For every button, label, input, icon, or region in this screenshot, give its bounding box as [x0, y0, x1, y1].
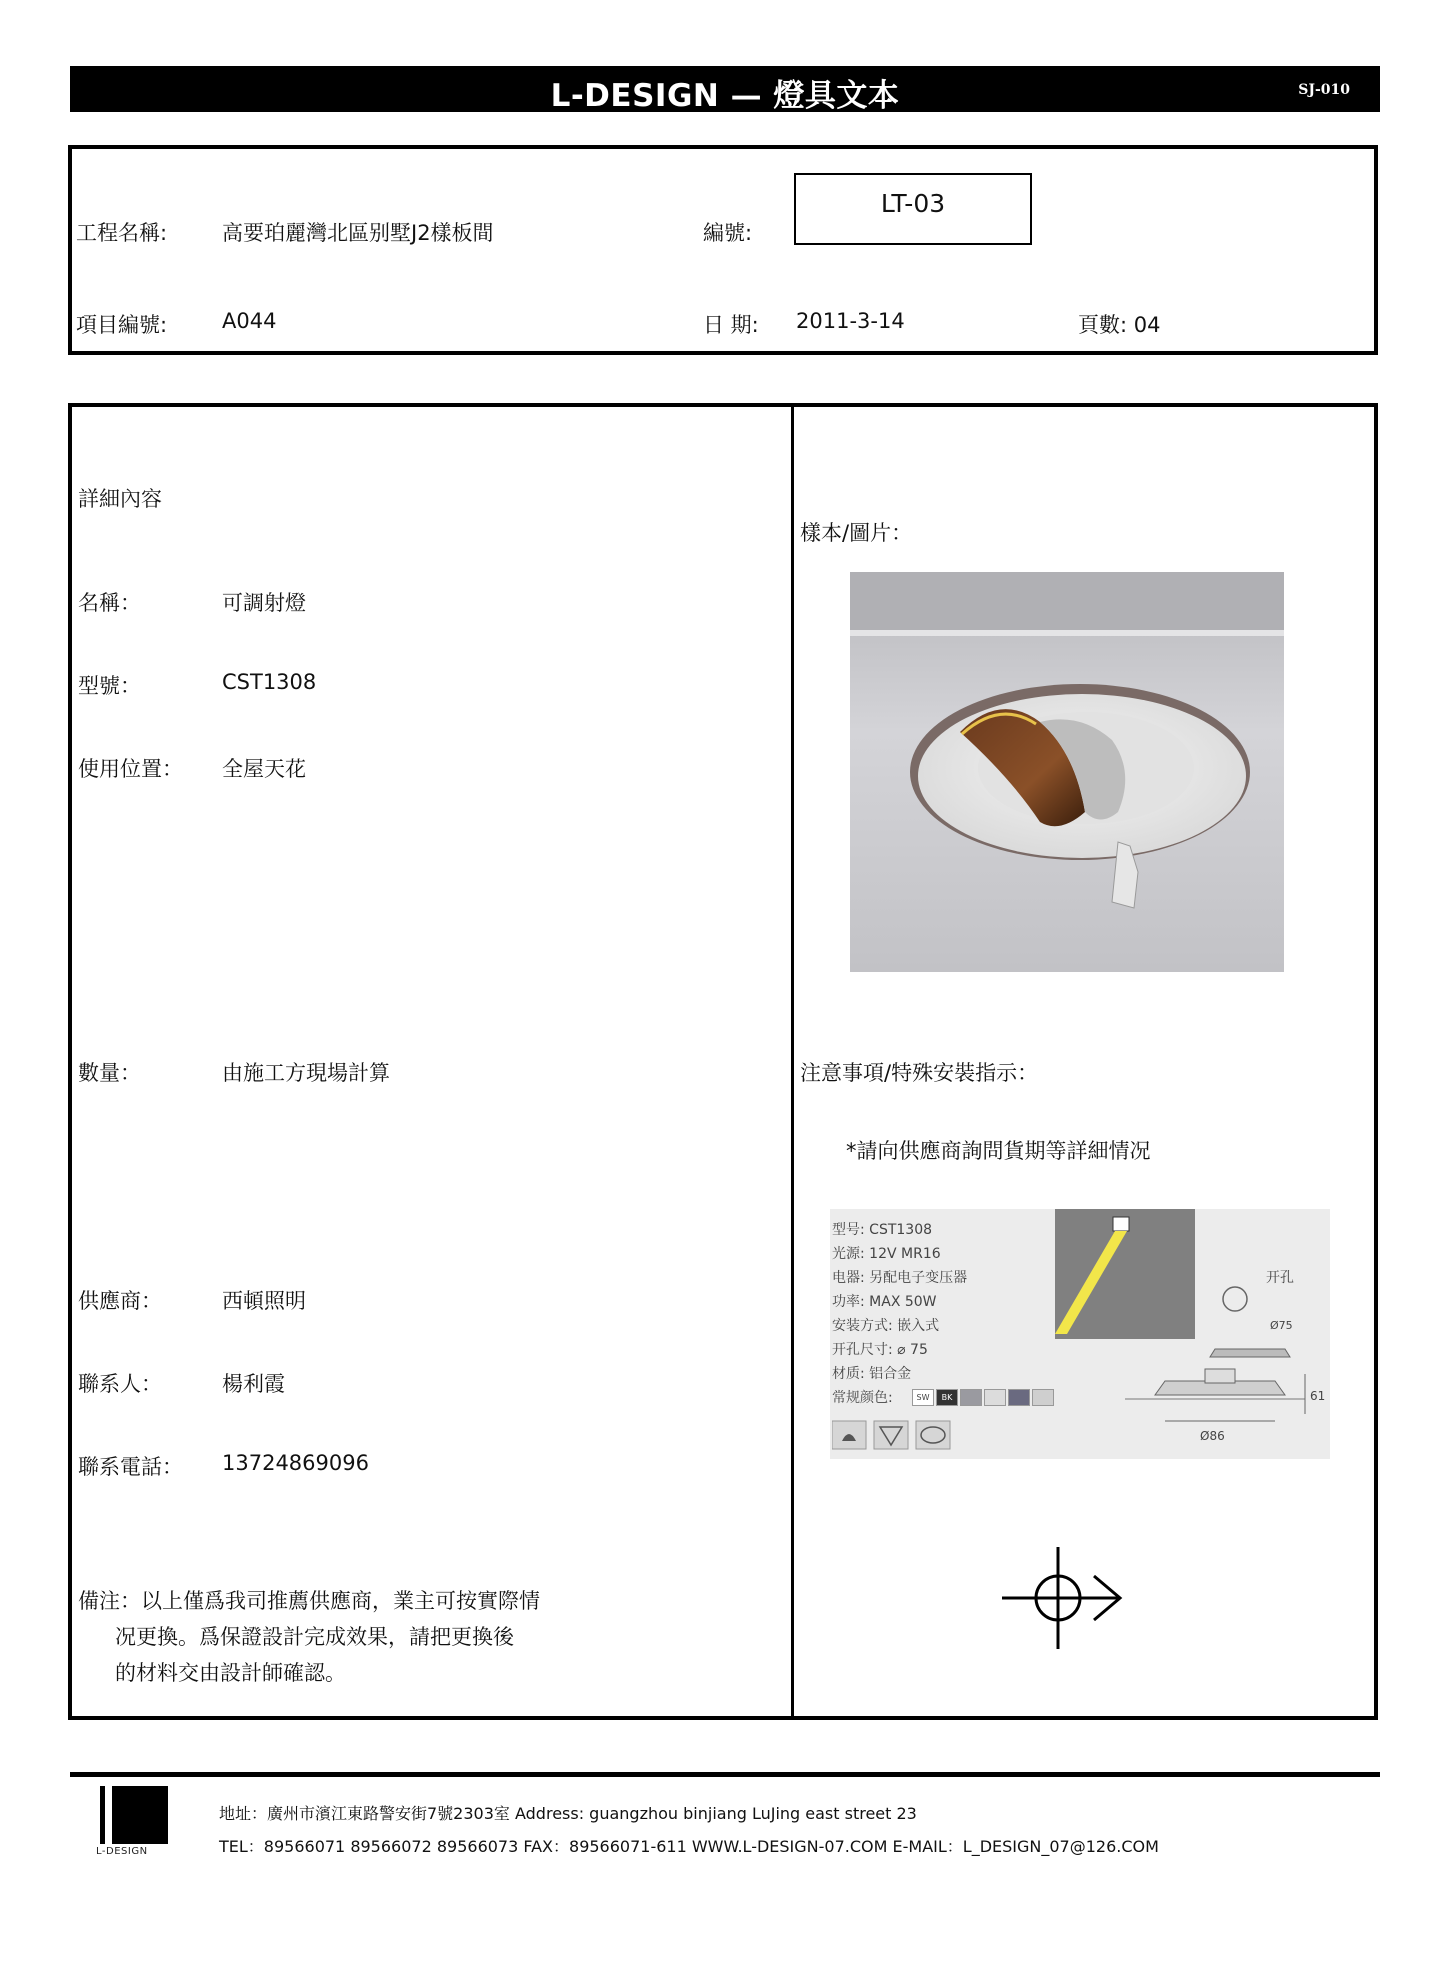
supplier-value: 西頓照明 — [222, 1289, 306, 1313]
hole-dimension: Ø75 — [1270, 1319, 1293, 1332]
luminaire-symbol-icon — [1002, 1545, 1126, 1651]
spec-line: 功率: MAX 50W — [832, 1294, 937, 1310]
spec-line: 材质: 铝合金 — [832, 1366, 912, 1382]
downlight-photo-illustration — [850, 572, 1284, 972]
product-photo — [850, 572, 1284, 972]
title-bar — [70, 66, 1380, 112]
color-chip-white: SW — [912, 1389, 934, 1406]
color-chip-black: BK — [936, 1389, 958, 1406]
color-chip-light — [1032, 1389, 1054, 1406]
location-value: 全屋天花 — [222, 757, 306, 781]
footer-address: 地址：廣州市濱江東路警安街7號2303室 Address: guangzhou binjiang LuJing east street 23 — [219, 1804, 917, 1823]
spec-line: 安装方式: 嵌入式 — [832, 1318, 940, 1334]
l-design-logo-icon — [100, 1786, 168, 1844]
spec-line: 开孔尺寸: ⌀ 75 — [832, 1342, 928, 1358]
model-label: 型號： — [78, 674, 141, 698]
footer-contact: TEL：89566071 89566072 89566073 FAX：89566071-611 WWW.L-DESIGN-07.COM E-MAIL：L_DESIGN_07@126.COM — [219, 1837, 1159, 1856]
color-chip-blue-grey — [1008, 1389, 1030, 1406]
quantity-value: 由施工方現場計算 — [222, 1061, 390, 1085]
contact-label: 聯系人： — [78, 1372, 162, 1396]
project-name-label: 工程名稱: — [76, 221, 168, 245]
project-info-box — [68, 145, 1378, 355]
page-count: 頁數: 04 — [1078, 313, 1161, 337]
remarks-line-3: 的材料交由設計師確認。 — [115, 1661, 346, 1685]
logo-caption: L-DESIGN — [96, 1846, 148, 1857]
item-number-value: A044 — [222, 309, 277, 333]
number-label: 編號: — [703, 221, 753, 245]
model-value: CST1308 — [222, 670, 317, 694]
spec-sheet — [830, 1209, 1330, 1459]
footer-divider — [70, 1772, 1380, 1777]
document-code: SJ-010 — [1298, 82, 1350, 98]
date-label: 日 期: — [703, 313, 759, 337]
certification-icons — [832, 1419, 972, 1451]
location-label: 使用位置： — [78, 757, 183, 781]
sample-heading: 樣本/圖片： — [800, 521, 913, 545]
spec-line: 型号: CST1308 — [832, 1222, 933, 1238]
color-chip-grey — [960, 1389, 982, 1406]
notes-text: *請向供應商詢問貨期等詳細情况 — [846, 1139, 1151, 1163]
remarks-line-1: 備注：以上僅爲我司推薦供應商，業主可按實際情 — [78, 1589, 540, 1613]
hole-label: 开孔 — [1266, 1270, 1294, 1286]
remarks-line-2: 况更換。爲保證設計完成效果，請把更換後 — [115, 1625, 514, 1649]
quantity-label: 數量： — [78, 1061, 141, 1085]
date-value: 2011-3-14 — [796, 309, 905, 333]
cross-section-diagram — [1055, 1209, 1330, 1459]
phone-value: 13724869096 — [222, 1451, 369, 1475]
details-heading: 詳細內容 — [78, 487, 162, 511]
notes-heading: 注意事項/特殊安裝指示： — [800, 1061, 1039, 1085]
remarks-note — [78, 1583, 540, 1691]
width-dimension: Ø86 — [1200, 1429, 1225, 1443]
document-title: L-DESIGN — 燈具文本 — [550, 78, 900, 114]
column-divider — [791, 407, 794, 1716]
spec-line: 电器: 另配电子变压器 — [832, 1270, 968, 1286]
detail-box — [68, 403, 1378, 1720]
phone-label: 聯系電話： — [78, 1455, 183, 1479]
spec-line: 光源: 12V MR16 — [832, 1246, 941, 1262]
name-label: 名稱： — [78, 591, 141, 615]
height-dimension: 61 — [1310, 1389, 1326, 1403]
number-value-box: LT-03 — [794, 173, 1032, 245]
supplier-label: 供應商： — [78, 1289, 162, 1313]
contact-value: 楊利霞 — [222, 1372, 285, 1396]
item-number-label: 項目編號: — [76, 313, 168, 337]
color-chip-silver — [984, 1389, 1006, 1406]
project-name-value: 高要珀麗灣北區别墅J2樣板間 — [222, 221, 494, 245]
name-value: 可調射燈 — [222, 591, 306, 615]
spec-line: 常规颜色: — [832, 1390, 893, 1406]
